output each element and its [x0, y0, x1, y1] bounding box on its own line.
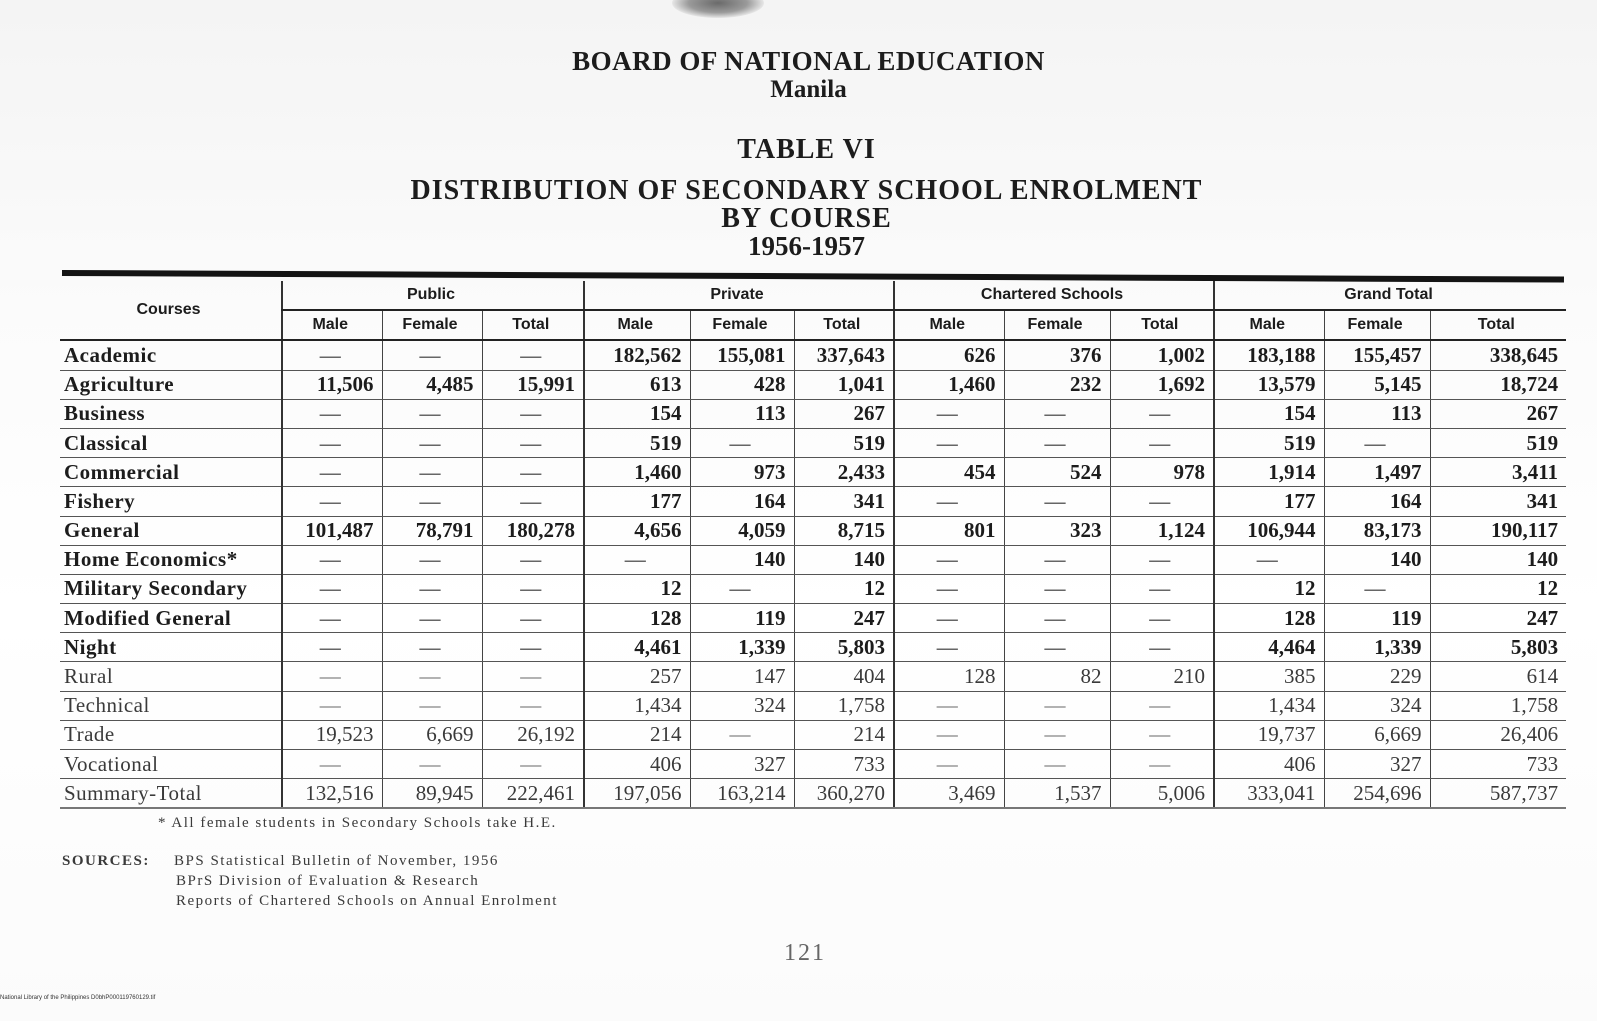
table-cell: —	[894, 604, 1004, 633]
table-cell: 82	[1004, 662, 1110, 691]
table-cell: —	[1004, 633, 1110, 662]
table-cell: —	[282, 428, 382, 457]
table-cell: —	[382, 545, 482, 574]
table-cell: 614	[1430, 662, 1566, 691]
table-cell: 1,434	[1214, 691, 1324, 720]
table-cell: 11,506	[282, 370, 382, 399]
table-cell: 1,537	[1004, 779, 1110, 809]
table-cell: —	[1110, 399, 1214, 428]
column-header-female: Female	[690, 310, 794, 340]
table-cell: 128	[1214, 604, 1324, 633]
table-cell: 106,944	[1214, 516, 1324, 545]
table-cell: 323	[1004, 516, 1110, 545]
course-name: Academic	[60, 340, 282, 370]
table-cell: 385	[1214, 662, 1324, 691]
courses-header: Courses	[60, 281, 282, 340]
table-cell: 229	[1324, 662, 1430, 691]
table-cell: 18,724	[1430, 370, 1566, 399]
table-cell: —	[482, 750, 584, 779]
table-cell: 1,002	[1110, 340, 1214, 370]
table-cell: 978	[1110, 458, 1214, 487]
table-cell: 5,803	[794, 633, 894, 662]
table-cell: 232	[1004, 370, 1110, 399]
table-row	[60, 340, 1566, 370]
table-cell: 182,562	[584, 340, 690, 370]
table-cell: 333,041	[1214, 779, 1324, 809]
table-cell: —	[482, 428, 584, 457]
table-cell: —	[382, 574, 482, 603]
footnote: * All female students in Secondary Schools take H.E.	[158, 815, 557, 831]
column-header-total: Total	[794, 310, 894, 340]
table-cell: 12	[1430, 574, 1566, 603]
table-cell: 214	[794, 720, 894, 749]
table-cell: —	[1110, 604, 1214, 633]
city-subtitle: Manila	[770, 76, 847, 103]
table-cell: —	[894, 691, 1004, 720]
source-line: Reports of Chartered Schools on Annual Enrolment	[176, 893, 558, 909]
table-cell: —	[1004, 545, 1110, 574]
table-cell: 454	[894, 458, 1004, 487]
table-cell: —	[1110, 691, 1214, 720]
table-cell: 1,124	[1110, 516, 1214, 545]
table-cell: —	[1110, 574, 1214, 603]
table-cell: 247	[794, 604, 894, 633]
table-cell: 132,516	[282, 779, 382, 809]
table-cell: —	[482, 662, 584, 691]
table-cell: 183,188	[1214, 340, 1324, 370]
group-header-private: Private	[584, 281, 894, 310]
table-cell: —	[282, 487, 382, 516]
table-cell: —	[282, 545, 382, 574]
table-cell: —	[382, 340, 482, 370]
table-cell: 163,214	[690, 779, 794, 809]
table-cell: 164	[690, 487, 794, 516]
table-cell: 1,758	[1430, 691, 1566, 720]
table-cell: 4,461	[584, 633, 690, 662]
table-cell: 626	[894, 340, 1004, 370]
course-name: Classical	[60, 428, 282, 457]
table-cell: —	[1110, 428, 1214, 457]
table-cell: 164	[1324, 487, 1430, 516]
table-cell: 13,579	[1214, 370, 1324, 399]
course-name: Technical	[60, 691, 282, 720]
table-cell: 404	[794, 662, 894, 691]
table-cell: 140	[794, 545, 894, 574]
table-cell: 428	[690, 370, 794, 399]
table-cell: 1,434	[584, 691, 690, 720]
table-cell: —	[382, 399, 482, 428]
table-cell: —	[894, 574, 1004, 603]
table-cell: —	[382, 750, 482, 779]
table-cell: 406	[584, 750, 690, 779]
table-cell: 113	[690, 399, 794, 428]
table-cell: —	[894, 633, 1004, 662]
table-row	[60, 779, 1566, 809]
table-cell: 1,339	[1324, 633, 1430, 662]
table-cell: —	[482, 399, 584, 428]
table-cell: 247	[1430, 604, 1566, 633]
board-title: BOARD OF NATIONAL EDUCATION	[572, 46, 1045, 76]
table-cell: —	[1004, 604, 1110, 633]
table-cell: 119	[1324, 604, 1430, 633]
table-cell: —	[894, 399, 1004, 428]
table-cell: —	[894, 428, 1004, 457]
table-cell: —	[1324, 428, 1430, 457]
table-cell: 147	[690, 662, 794, 691]
column-header-total: Total	[1430, 310, 1566, 340]
table-cell: —	[894, 545, 1004, 574]
table-row	[60, 458, 1566, 487]
table-cell: —	[1004, 574, 1110, 603]
table-cell: 1,497	[1324, 458, 1430, 487]
table-row	[60, 516, 1566, 545]
table-cell: 154	[1214, 399, 1324, 428]
column-header-total: Total	[482, 310, 584, 340]
table-cell: —	[382, 662, 482, 691]
table-cell: 222,461	[482, 779, 584, 809]
table-cell: 267	[794, 399, 894, 428]
table-cell: 26,192	[482, 720, 584, 749]
course-name: Military Secondary	[60, 574, 282, 603]
table-cell: 128	[894, 662, 1004, 691]
course-name: Summary-Total	[60, 779, 282, 809]
table-cell: 78,791	[382, 516, 482, 545]
table-cell: 1,460	[584, 458, 690, 487]
table-cell: 177	[1214, 487, 1324, 516]
table-cell: 8,715	[794, 516, 894, 545]
table-cell: —	[282, 604, 382, 633]
table-cell: —	[482, 340, 584, 370]
course-name: Fishery	[60, 487, 282, 516]
table-cell: 26,406	[1430, 720, 1566, 749]
course-name: Home Economics*	[60, 545, 282, 574]
table-cell: —	[282, 458, 382, 487]
table-row	[60, 720, 1566, 749]
table-cell: 190,117	[1430, 516, 1566, 545]
table-cell: 180,278	[482, 516, 584, 545]
table-cell: —	[690, 574, 794, 603]
table-cell: 801	[894, 516, 1004, 545]
table-cell: 5,006	[1110, 779, 1214, 809]
table-cell: 4,656	[584, 516, 690, 545]
table-cell: —	[1004, 399, 1110, 428]
table-cell: 101,487	[282, 516, 382, 545]
table-cell: 587,737	[1430, 779, 1566, 809]
table-cell: 406	[1214, 750, 1324, 779]
table-cell: —	[1004, 691, 1110, 720]
table-cell: 4,485	[382, 370, 482, 399]
scan-footer: National Library of the Philippines D0bhP000119760129.tif	[0, 995, 156, 1001]
course-name: Night	[60, 633, 282, 662]
table-cell: 83,173	[1324, 516, 1430, 545]
table-cell: —	[482, 545, 584, 574]
group-header-public: Public	[282, 281, 584, 310]
table-cell: 519	[1430, 428, 1566, 457]
table-cell: —	[382, 604, 482, 633]
table-cell: 733	[1430, 750, 1566, 779]
table-cell: —	[482, 604, 584, 633]
table-cell: 3,411	[1430, 458, 1566, 487]
table-cell: —	[1110, 487, 1214, 516]
table-number: TABLE VI	[737, 134, 876, 165]
table-cell: 973	[690, 458, 794, 487]
table-title-line1: DISTRIBUTION OF SECONDARY SCHOOL ENROLMENT	[410, 175, 1203, 206]
table-cell: 324	[690, 691, 794, 720]
table-cell: 113	[1324, 399, 1430, 428]
table-cell: 327	[1324, 750, 1430, 779]
table-cell: 1,339	[690, 633, 794, 662]
table-cell: 119	[690, 604, 794, 633]
table-cell: 5,145	[1324, 370, 1430, 399]
table-cell: 12	[584, 574, 690, 603]
table-cell: 2,433	[794, 458, 894, 487]
column-header-female: Female	[382, 310, 482, 340]
column-header-female: Female	[1324, 310, 1430, 340]
table-row	[60, 691, 1566, 720]
table-cell: —	[282, 633, 382, 662]
table-cell: —	[282, 662, 382, 691]
table-cell: 267	[1430, 399, 1566, 428]
table-cell: —	[382, 691, 482, 720]
table-cell: 1,914	[1214, 458, 1324, 487]
table-cell: 3,469	[894, 779, 1004, 809]
course-name: Commercial	[60, 458, 282, 487]
table-cell: —	[282, 399, 382, 428]
table-cell: 6,669	[382, 720, 482, 749]
table-cell: —	[482, 633, 584, 662]
source-line: BPS Statistical Bulletin of November, 1956	[174, 853, 499, 869]
table-cell: —	[1004, 487, 1110, 516]
table-cell: 733	[794, 750, 894, 779]
source-line: BPrS Division of Evaluation & Research	[176, 873, 480, 889]
table-cell: 613	[584, 370, 690, 399]
table-row	[60, 604, 1566, 633]
table-cell: 140	[1324, 545, 1430, 574]
table-cell: —	[282, 691, 382, 720]
table-cell: 12	[794, 574, 894, 603]
table-cell: 324	[1324, 691, 1430, 720]
table-cell: 154	[584, 399, 690, 428]
table-row	[60, 399, 1566, 428]
table-row	[60, 428, 1566, 457]
table-row	[60, 750, 1566, 779]
table-cell: —	[1004, 720, 1110, 749]
table-cell: —	[282, 574, 382, 603]
table-cell: 15,991	[482, 370, 584, 399]
table-cell: —	[382, 633, 482, 662]
table-cell: 5,803	[1430, 633, 1566, 662]
table-cell: —	[894, 487, 1004, 516]
course-name: Rural	[60, 662, 282, 691]
course-name: Vocational	[60, 750, 282, 779]
table-cell: —	[1214, 545, 1324, 574]
table-cell: —	[382, 458, 482, 487]
sources-block	[62, 851, 558, 911]
page-number: 121	[784, 940, 826, 966]
table-cell: 214	[584, 720, 690, 749]
table-cell: 519	[1214, 428, 1324, 457]
group-header-grand-total: Grand Total	[1214, 281, 1566, 310]
table-cell: 155,081	[690, 340, 794, 370]
table-cell: 12	[1214, 574, 1324, 603]
table-cell: —	[1110, 545, 1214, 574]
table-cell: 140	[690, 545, 794, 574]
table-cell: —	[482, 458, 584, 487]
table-cell: 519	[794, 428, 894, 457]
column-header-male: Male	[1214, 310, 1324, 340]
table-cell: 4,464	[1214, 633, 1324, 662]
column-header-female: Female	[1004, 310, 1110, 340]
table-cell: 341	[1430, 487, 1566, 516]
table-cell: 210	[1110, 662, 1214, 691]
table-cell: 155,457	[1324, 340, 1430, 370]
table-cell: 376	[1004, 340, 1110, 370]
ink-blot	[672, 0, 764, 18]
table-cell: —	[690, 720, 794, 749]
table-cell: —	[690, 428, 794, 457]
table-cell: —	[894, 720, 1004, 749]
table-cell: —	[482, 487, 584, 516]
table-cell: —	[1004, 750, 1110, 779]
table-cell: 1,692	[1110, 370, 1214, 399]
table-cell: 341	[794, 487, 894, 516]
table-cell: 140	[1430, 545, 1566, 574]
table-cell: —	[1110, 750, 1214, 779]
table-cell: 360,270	[794, 779, 894, 809]
table-cell: —	[1324, 574, 1430, 603]
enrolment-table	[60, 281, 1566, 809]
course-name: Modified General	[60, 604, 282, 633]
table-cell: —	[584, 545, 690, 574]
course-name: Business	[60, 399, 282, 428]
table-cell: 524	[1004, 458, 1110, 487]
table-cell: 19,523	[282, 720, 382, 749]
table-title-line3: 1956-1957	[748, 231, 865, 261]
table-cell: 177	[584, 487, 690, 516]
table-cell: —	[382, 487, 482, 516]
table-cell: 327	[690, 750, 794, 779]
table-cell: 4,059	[690, 516, 794, 545]
table-cell: —	[1110, 633, 1214, 662]
table-cell: 1,758	[794, 691, 894, 720]
table-row	[60, 633, 1566, 662]
table-cell: 519	[584, 428, 690, 457]
table-cell: 337,643	[794, 340, 894, 370]
table-row	[60, 662, 1566, 691]
column-header-total: Total	[1110, 310, 1214, 340]
group-header-chartered: Chartered Schools	[894, 281, 1214, 310]
table-cell: 19,737	[1214, 720, 1324, 749]
table-cell: 1,460	[894, 370, 1004, 399]
column-header-male: Male	[282, 310, 382, 340]
table-cell: —	[894, 750, 1004, 779]
column-header-male: Male	[894, 310, 1004, 340]
table-row	[60, 545, 1566, 574]
table-cell: 6,669	[1324, 720, 1430, 749]
table-row	[60, 574, 1566, 603]
table-cell: 89,945	[382, 779, 482, 809]
table-cell: —	[1004, 428, 1110, 457]
table-title-line2: BY COURSE	[721, 203, 892, 234]
course-name: Trade	[60, 720, 282, 749]
table-cell: —	[1110, 720, 1214, 749]
column-header-male: Male	[584, 310, 690, 340]
course-name: General	[60, 516, 282, 545]
table-cell: —	[482, 574, 584, 603]
table-cell: 338,645	[1430, 340, 1566, 370]
table-cell: 254,696	[1324, 779, 1430, 809]
table-cell: —	[482, 691, 584, 720]
course-name: Agriculture	[60, 370, 282, 399]
table-cell: —	[282, 750, 382, 779]
table-cell: —	[382, 428, 482, 457]
table-cell: 197,056	[584, 779, 690, 809]
table-cell: 1,041	[794, 370, 894, 399]
table-cell: —	[282, 340, 382, 370]
table-cell: 257	[584, 662, 690, 691]
table-row	[60, 370, 1566, 399]
table-cell: 128	[584, 604, 690, 633]
table-row	[60, 487, 1566, 516]
sources-label: SOURCES:	[62, 853, 150, 869]
